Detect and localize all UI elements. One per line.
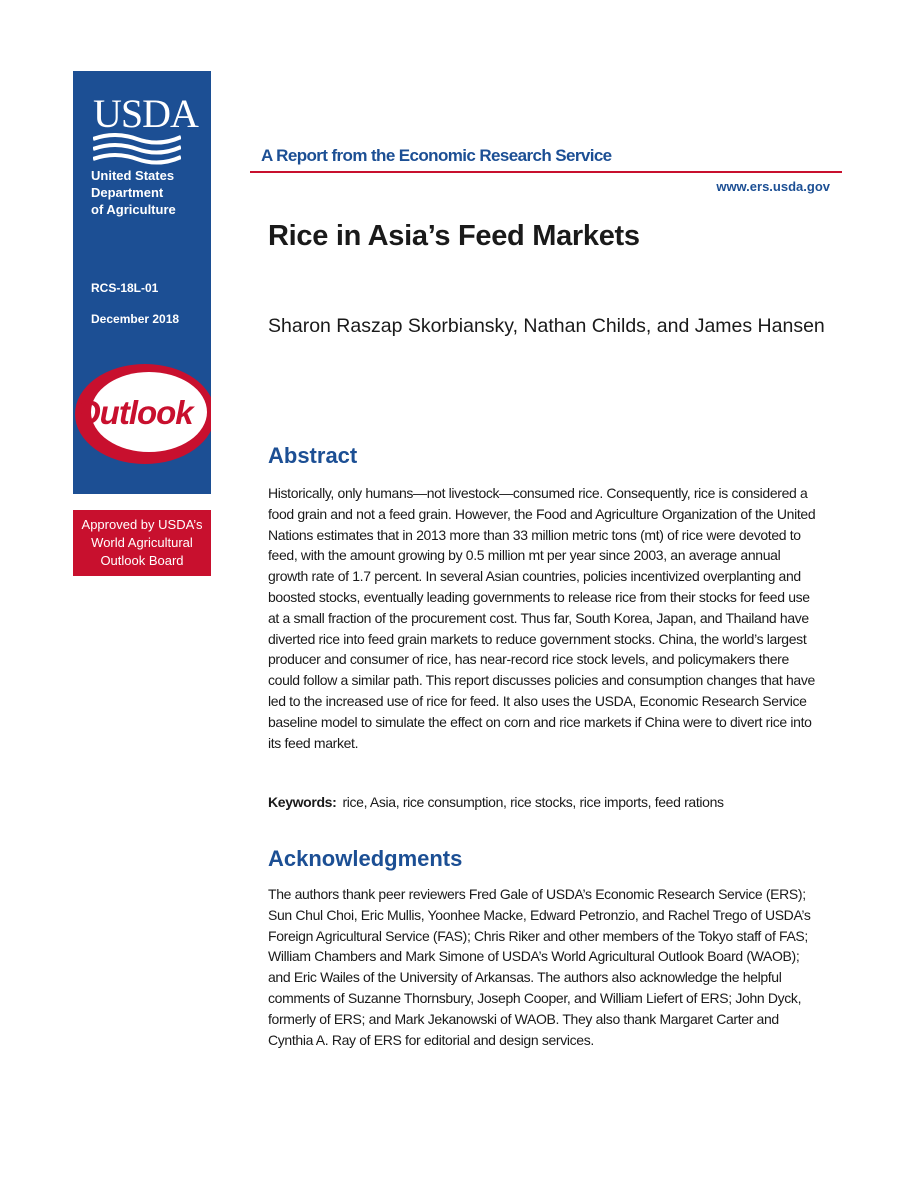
acknowledgments-heading: Acknowledgments — [268, 846, 463, 871]
approval-notice — [73, 510, 211, 576]
usda-logo — [93, 91, 198, 167]
keywords-label: Keywords: — [268, 794, 337, 810]
report-source: A Report from the Economic Research Service — [261, 146, 612, 165]
website-link[interactable]: www.ers.usda.gov — [716, 179, 830, 194]
outlook-badge-text: Outlook — [75, 394, 193, 431]
usda-logo-text: USDA — [93, 91, 198, 136]
keywords-value: rice, Asia, rice consumption, rice stocks, rice imports, feed rations — [342, 794, 724, 810]
report-id: RCS-18L-01 — [91, 281, 159, 295]
header-divider — [250, 171, 842, 173]
sidebar-panel — [73, 71, 211, 494]
authors: Sharon Raszap Skorbiansky, Nathan Childs, and James Hansen — [268, 315, 825, 337]
page-title: Rice in Asia’s Feed Markets — [268, 220, 640, 252]
abstract-text: Historically, only humans—not livestock—consumed rice. Consequently, rice is considered a food grain and not a feed grain. However, the Food and Agriculture Organization of the United Nations estimates that in 2013 more than 33 million metric tons (mt) of rice were devoted to feed, with the amount growing by 0.5 million mt per year since 2003, an average annual growth rate of 1.7 percent. In several Asian countries, policies incentivized overplanting and boosted stocks, eventually leading governments to release rice from their stocks for feed use at a small fraction of the procurement cost. Thus far, South Korea, Japan, and Thailand have diverted rice into feed grain markets to reduce government stocks. China, the world’s largest producer and consumer of rice, has near-record rice stock levels, and policymakers there could follow a similar path. This report discusses policies and consumption changes that have led to the increased use of rice for feed. It also uses the USDA, Economic Research Service baseline model to simulate the effect on corn and rice markets if China were to divert rice into its feed market. — [268, 485, 816, 751]
outlook-badge — [73, 356, 211, 476]
abstract-heading: Abstract — [268, 443, 358, 468]
keywords — [268, 794, 724, 810]
usda-waves-icon — [93, 133, 181, 167]
approval-notice-text: Approved by USDA’s World Agricultural Outlook Board — [81, 517, 203, 568]
department-name: United States Department of Agriculture — [91, 168, 176, 217]
report-date: December 2018 — [91, 312, 180, 326]
acknowledgments-text: The authors thank peer reviewers Fred Gale of USDA’s Economic Research Service (ERS); Sun Chul Choi, Eric Mullis, Yoonhee Macke, Edward Petronzio, and Rachel Trego of USDA’s Foreign Agricultural Service (FAS); Chris Riker and other members of the Tokyo staff of FAS; William Chambers and Mark Simone of USDA’s World Agricultural Outlook Board (WAOB); and Eric Wailes of the University of Arkansas. The authors also acknowledge the helpful comments of Suzanne Thornsbury, Joseph Cooper, and William Liefert of ERS; John Dyck, formerly of ERS; and Mark Jekanowski of WAOB. They also thank Margaret Carter and Cynthia A. Ray of ERS for editorial and design services. — [268, 886, 811, 1048]
